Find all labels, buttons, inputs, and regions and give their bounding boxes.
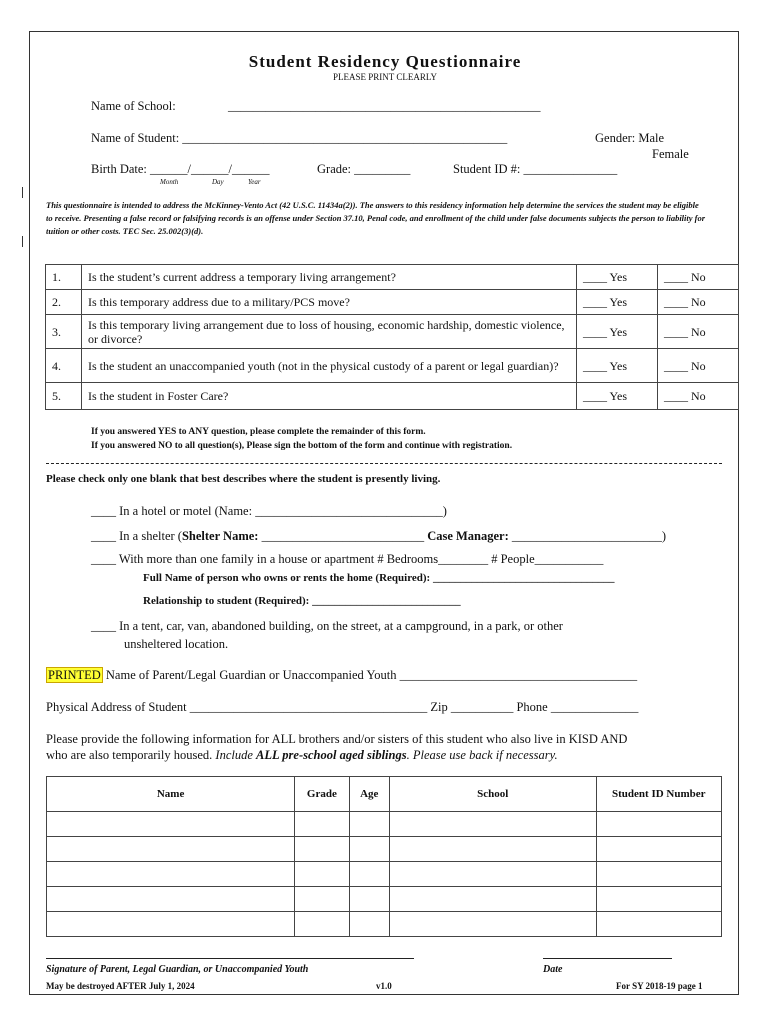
no-option[interactable]: ____ No bbox=[658, 315, 739, 349]
student-id-field[interactable]: Student ID #: _______________ bbox=[453, 162, 618, 176]
siblings-intro-emphasis: ALL pre-school aged siblings bbox=[256, 748, 407, 762]
yes-option[interactable]: ____ Yes bbox=[577, 383, 658, 410]
margin-marker bbox=[22, 236, 23, 247]
relationship-field[interactable]: Relationship to student (Required): ___________________________ bbox=[143, 595, 461, 607]
date-label: Date bbox=[543, 964, 563, 975]
year-caption: Year bbox=[248, 178, 261, 186]
question-text: Is this temporary address due to a military/PCS move? bbox=[82, 290, 577, 315]
gender-female-option[interactable]: Female bbox=[652, 147, 689, 161]
question-row bbox=[46, 383, 739, 410]
shelter-name-blank: __________________________ bbox=[258, 529, 428, 543]
no-option[interactable]: ____ No bbox=[658, 349, 739, 383]
siblings-header-row bbox=[47, 777, 722, 812]
retention-note: May be destroyed AFTER July 1, 2024 bbox=[46, 981, 195, 991]
signature-line[interactable] bbox=[46, 958, 414, 959]
siblings-intro-text: who are also temporarily housed. bbox=[46, 748, 216, 762]
shelter-name-label: Shelter Name: bbox=[181, 529, 259, 543]
table-row bbox=[47, 837, 722, 862]
sibling-id-cell[interactable] bbox=[596, 837, 721, 862]
option-unsheltered-cont: unsheltered location. bbox=[124, 637, 229, 651]
school-label: Name of School: bbox=[91, 99, 176, 113]
question-number: 5. bbox=[46, 383, 82, 410]
signature-label: Signature of Parent, Legal Guardian, or Unaccompanied Youth bbox=[46, 964, 309, 975]
sibling-grade-cell[interactable] bbox=[295, 862, 349, 887]
siblings-intro-italic: Include bbox=[215, 748, 257, 762]
question-text: Is the student in Foster Care? bbox=[82, 383, 577, 410]
sibling-grade-cell[interactable] bbox=[295, 837, 349, 862]
table-row bbox=[47, 862, 722, 887]
case-manager-blank: ________________________) bbox=[508, 529, 667, 543]
yes-option[interactable]: ____ Yes bbox=[577, 265, 658, 290]
col-age: Age bbox=[349, 777, 389, 812]
sibling-age-cell[interactable] bbox=[349, 912, 389, 937]
siblings-table bbox=[46, 776, 722, 937]
option-shared-housing[interactable]: ____ With more than one family in a house or apartment # Bedrooms________ # People___________ bbox=[91, 552, 604, 566]
dashed-divider bbox=[46, 463, 722, 464]
sibling-id-cell[interactable] bbox=[596, 812, 721, 837]
option-hotel[interactable]: ____ In a hotel or motel (Name: ______________________________) bbox=[91, 504, 447, 518]
col-grade: Grade bbox=[295, 777, 349, 812]
student-name-field[interactable]: Name of Student: ____________________________________________________ bbox=[91, 131, 508, 145]
date-line[interactable] bbox=[543, 958, 672, 959]
question-number: 2. bbox=[46, 290, 82, 315]
siblings-intro-tail: . Please use back if necessary. bbox=[406, 748, 558, 762]
parent-name-field[interactable] bbox=[46, 668, 637, 683]
question-text: Is the student an unaccompanied youth (not in the physical custody of a parent or legal guardian)? bbox=[82, 349, 577, 383]
instruction-yes: If you answered YES to ANY question, please complete the remainder of this form. bbox=[91, 427, 426, 437]
living-heading: Please check only one blank that best describes where the student is presently living. bbox=[46, 473, 441, 485]
sibling-school-cell[interactable] bbox=[389, 837, 596, 862]
no-option[interactable]: ____ No bbox=[658, 383, 739, 410]
question-row bbox=[46, 349, 739, 383]
yes-option[interactable]: ____ Yes bbox=[577, 290, 658, 315]
sibling-name-cell[interactable] bbox=[47, 862, 295, 887]
instruction-no: If you answered NO to all question(s), Please sign the bottom of the form and continue with registration. bbox=[91, 441, 513, 451]
sibling-name-cell[interactable] bbox=[47, 887, 295, 912]
sibling-name-cell[interactable] bbox=[47, 912, 295, 937]
grade-field[interactable]: Grade: _________ bbox=[317, 162, 411, 176]
col-name: Name bbox=[47, 777, 295, 812]
table-row bbox=[47, 887, 722, 912]
sibling-school-cell[interactable] bbox=[389, 912, 596, 937]
question-row bbox=[46, 315, 739, 349]
sibling-grade-cell[interactable] bbox=[295, 912, 349, 937]
shelter-prefix: ____ In a shelter ( bbox=[91, 529, 182, 543]
birth-date-field[interactable]: Birth Date: ______/______/______ bbox=[91, 162, 270, 176]
sibling-id-cell[interactable] bbox=[596, 912, 721, 937]
question-row bbox=[46, 265, 739, 290]
question-text: Is this temporary living arrangement due to loss of housing, economic hardship, domestic violence, or divorce? bbox=[82, 315, 577, 349]
yes-option[interactable]: ____ Yes bbox=[577, 349, 658, 383]
siblings-intro-cont bbox=[46, 748, 558, 763]
version-label: v1.0 bbox=[376, 981, 392, 991]
printed-highlight: PRINTED bbox=[48, 668, 101, 682]
form-subtitle: PLEASE PRINT CLEARLY bbox=[333, 72, 437, 82]
table-row bbox=[47, 912, 722, 937]
form-title: Student Residency Questionnaire bbox=[248, 52, 522, 71]
question-text: Is the student’s current address a temporary living arrangement? bbox=[82, 265, 577, 290]
no-option[interactable]: ____ No bbox=[658, 265, 739, 290]
sibling-age-cell[interactable] bbox=[349, 812, 389, 837]
address-field[interactable]: Physical Address of Student ______________________________________ Zip __________ Phone ______________ bbox=[46, 700, 639, 714]
no-option[interactable]: ____ No bbox=[658, 290, 739, 315]
legal-notice: This questionnaire is intended to address the McKinney-Vento Act (42 U.S.C. 11434a(2)). The answers to this residency information help determine the services the student may be eligible to receive. Presenting a false record or falsifying records is an offense under Section 37.10, Penal code, and enrollment of the child under false documents subjects the person to liability for tuition or other costs. TEC Sec. 25.002(3)(d). bbox=[46, 200, 706, 236]
sibling-id-cell[interactable] bbox=[596, 862, 721, 887]
sibling-name-cell[interactable] bbox=[47, 837, 295, 862]
school-field[interactable]: __________________________________________________ bbox=[228, 99, 541, 113]
sibling-grade-cell[interactable] bbox=[295, 812, 349, 837]
sibling-school-cell[interactable] bbox=[389, 887, 596, 912]
page-label: For SY 2018-19 page 1 bbox=[616, 981, 703, 991]
sibling-school-cell[interactable] bbox=[389, 812, 596, 837]
day-caption: Day bbox=[212, 178, 224, 186]
sibling-school-cell[interactable] bbox=[389, 862, 596, 887]
sibling-age-cell[interactable] bbox=[349, 837, 389, 862]
parent-name-label: Name of Parent/Legal Guardian or Unaccompanied Youth ______________________________________ bbox=[102, 668, 638, 682]
month-caption: Month bbox=[160, 178, 179, 186]
case-manager-label: Case Manager: bbox=[427, 529, 509, 543]
question-row bbox=[46, 290, 739, 315]
col-student-id: Student ID Number bbox=[596, 777, 721, 812]
sibling-name-cell[interactable] bbox=[47, 812, 295, 837]
question-number: 1. bbox=[46, 265, 82, 290]
siblings-intro: Please provide the following information for ALL brothers and/or sisters of this student who also live in KISD AND bbox=[46, 732, 628, 746]
yes-option[interactable]: ____ Yes bbox=[577, 315, 658, 349]
sibling-id-cell[interactable] bbox=[596, 887, 721, 912]
owner-name-field[interactable]: Full Name of person who owns or rents the home (Required): _________________________________ bbox=[143, 572, 615, 584]
question-number: 4. bbox=[46, 349, 82, 383]
gender-male-option[interactable]: Gender: Male bbox=[595, 131, 665, 145]
option-shelter[interactable] bbox=[91, 529, 666, 544]
sibling-grade-cell[interactable] bbox=[295, 887, 349, 912]
sibling-age-cell[interactable] bbox=[349, 887, 389, 912]
table-row bbox=[47, 812, 722, 837]
questions-table bbox=[45, 264, 739, 410]
question-number: 3. bbox=[46, 315, 82, 349]
col-school: School bbox=[389, 777, 596, 812]
margin-marker bbox=[22, 187, 23, 198]
option-unsheltered[interactable]: ____ In a tent, car, van, abandoned building, on the street, at a campground, in a park, or other bbox=[91, 619, 563, 633]
sibling-age-cell[interactable] bbox=[349, 862, 389, 887]
